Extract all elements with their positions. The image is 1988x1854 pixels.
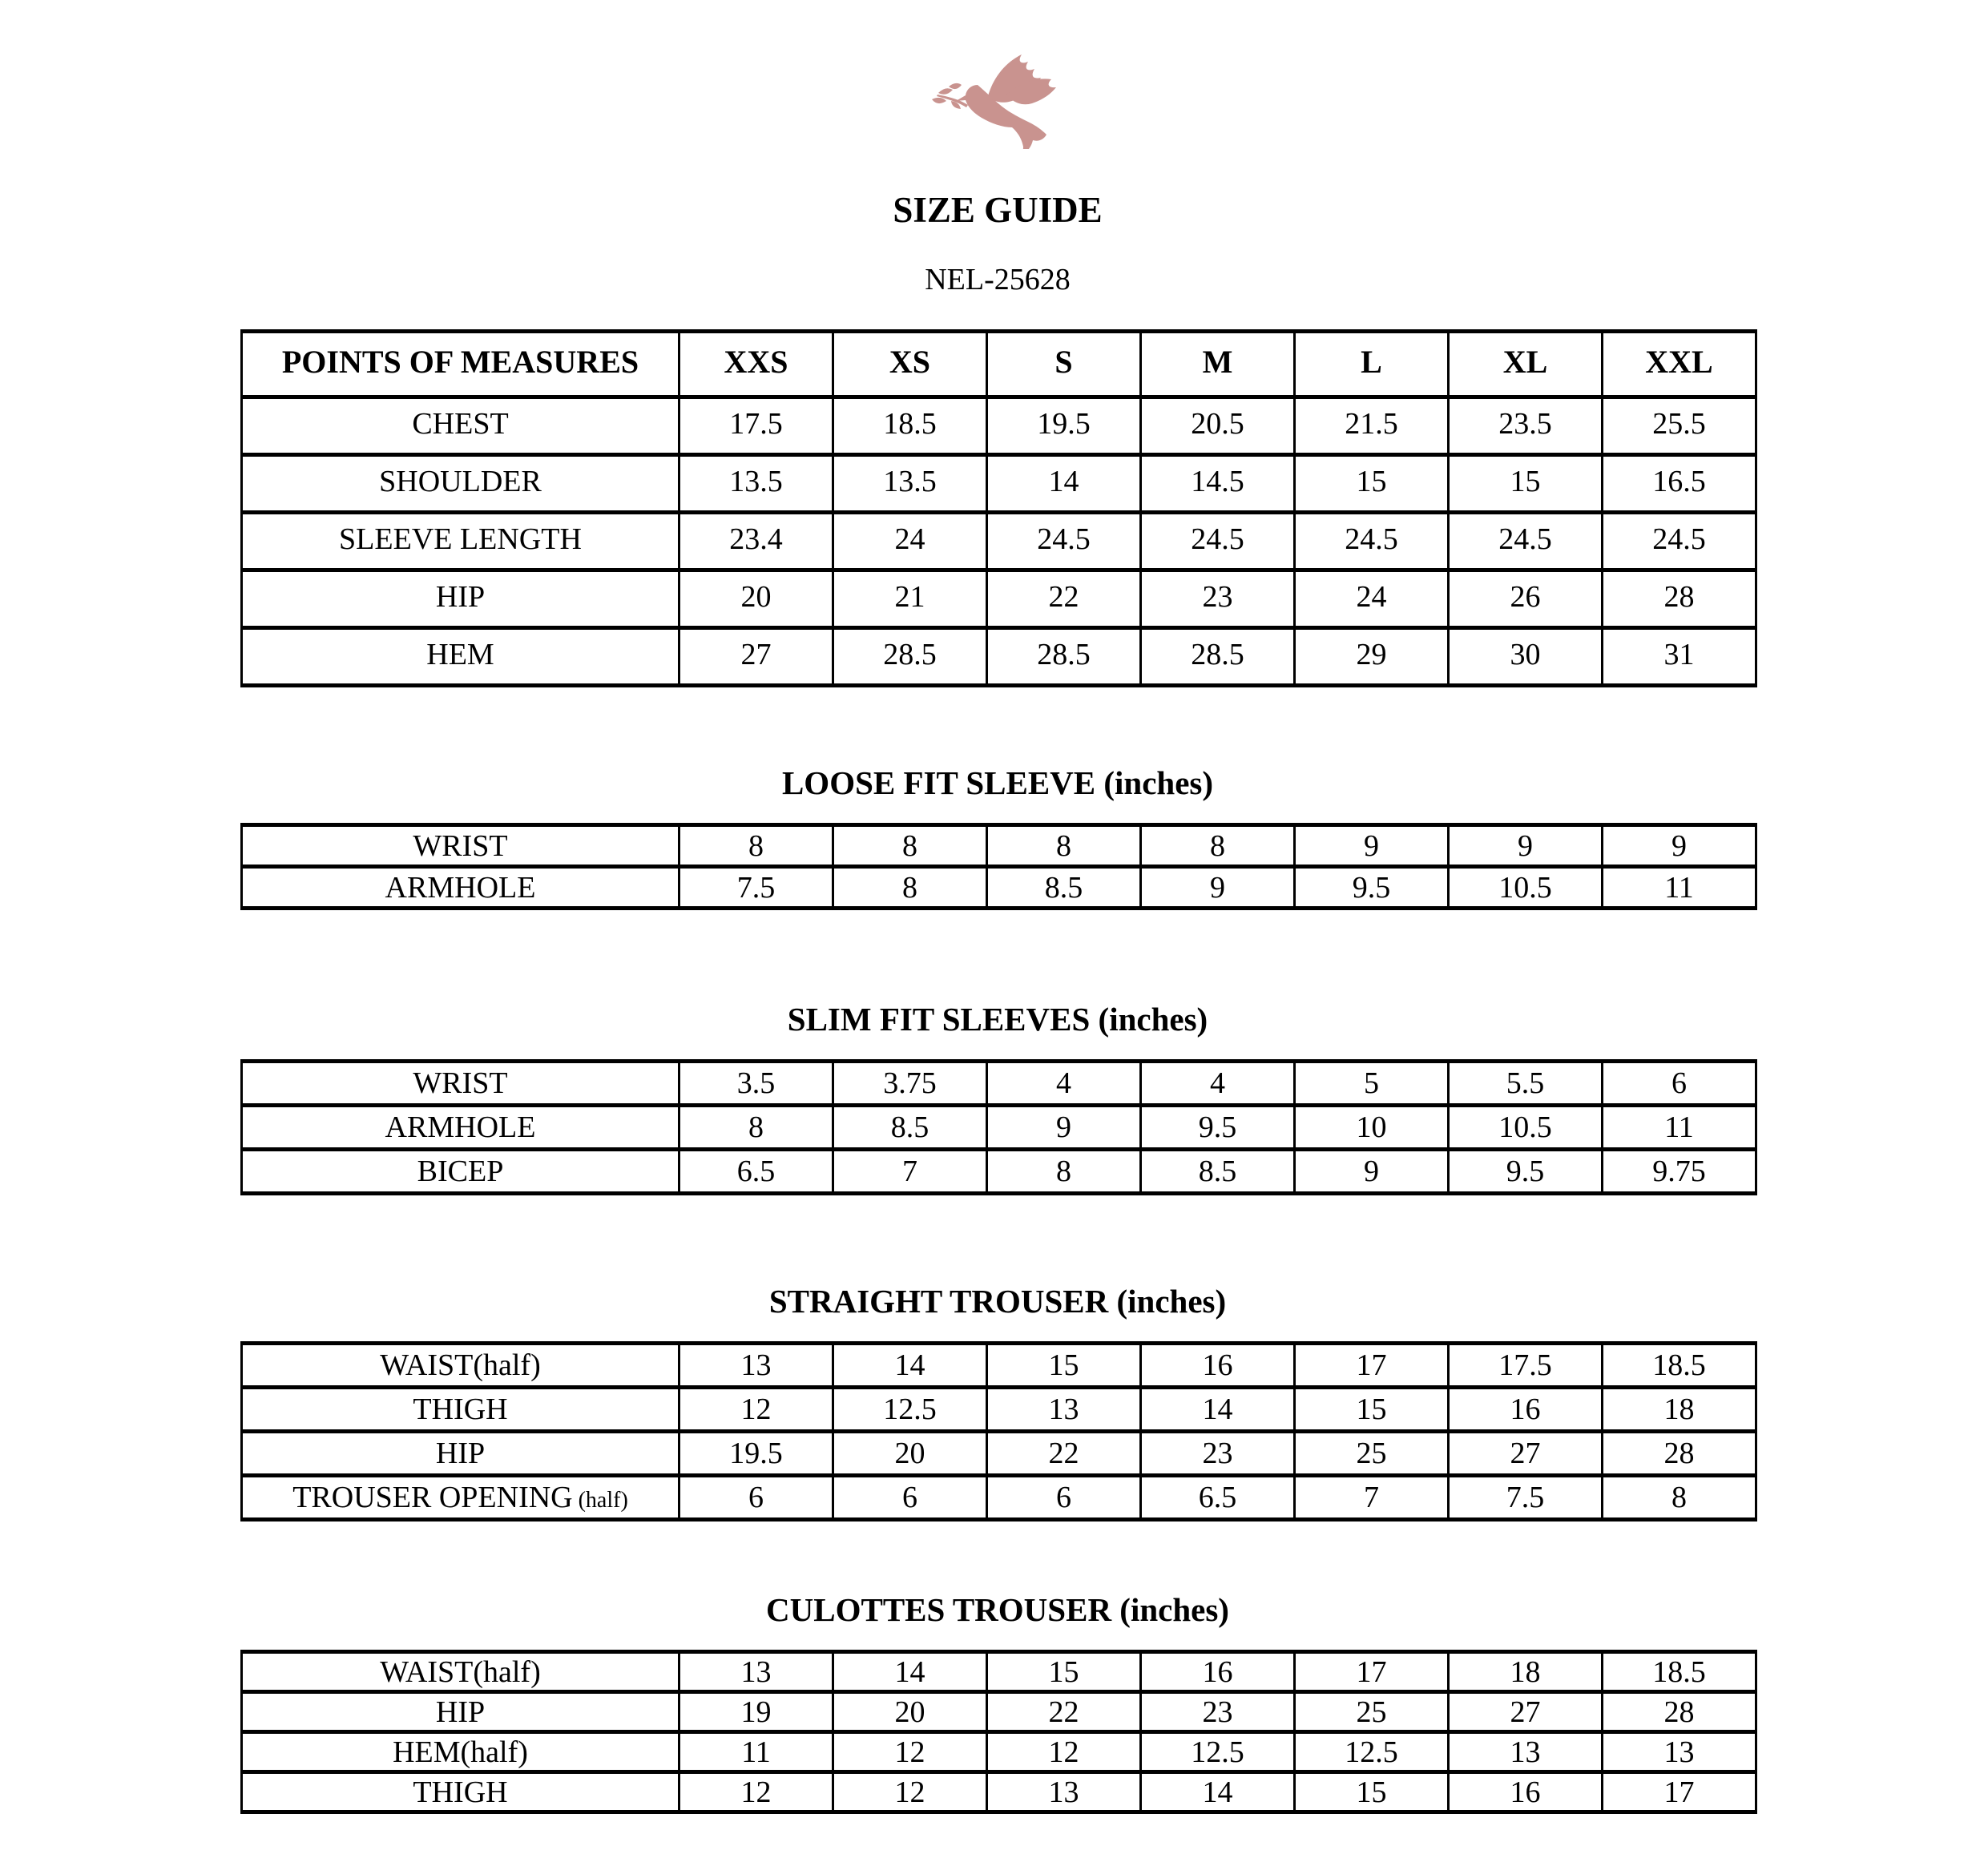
value-cell: 10.5	[1449, 1106, 1603, 1150]
table-row	[242, 628, 1756, 686]
row-label: HEM(half)	[242, 1732, 679, 1772]
value-cell: 12.5	[1295, 1732, 1449, 1772]
value-cell: 24.5	[1141, 513, 1295, 570]
value-cell: 11	[1603, 867, 1756, 909]
value-cell: 21.5	[1295, 397, 1449, 455]
value-cell: 9	[1603, 825, 1756, 867]
value-cell: 18	[1603, 1388, 1756, 1432]
value-cell: 14	[1141, 1772, 1295, 1812]
row-label: HIP	[242, 1432, 679, 1476]
value-cell: 9.5	[1449, 1150, 1603, 1194]
value-cell: 28	[1603, 570, 1756, 628]
value-cell: 8.5	[833, 1106, 987, 1150]
value-cell: 8	[1603, 1476, 1756, 1520]
table-row	[242, 397, 1756, 455]
table-row	[242, 825, 1756, 867]
value-cell: 27	[1449, 1692, 1603, 1732]
size-column-header: XS	[833, 332, 987, 397]
value-cell: 28	[1603, 1692, 1756, 1732]
value-cell: 30	[1449, 628, 1603, 686]
table-row	[242, 1106, 1756, 1150]
table-row	[242, 1388, 1756, 1432]
value-cell: 13	[679, 1652, 833, 1692]
value-cell: 23	[1141, 1692, 1295, 1732]
value-cell: 28	[1603, 1432, 1756, 1476]
table-row	[242, 513, 1756, 570]
value-cell: 24.5	[1449, 513, 1603, 570]
table-row	[242, 455, 1756, 513]
value-cell: 9.5	[1141, 1106, 1295, 1150]
value-cell: 12	[833, 1732, 987, 1772]
value-cell: 17	[1295, 1652, 1449, 1692]
value-cell: 6	[833, 1476, 987, 1520]
value-cell: 9	[1295, 1150, 1449, 1194]
value-cell: 13.5	[679, 455, 833, 513]
value-cell: 16	[1141, 1344, 1295, 1388]
value-cell: 20	[833, 1692, 987, 1732]
value-cell: 14.5	[1141, 455, 1295, 513]
value-cell: 8	[833, 867, 987, 909]
value-cell: 8.5	[1141, 1150, 1295, 1194]
row-label: TROUSER OPENING (half)	[242, 1476, 679, 1520]
value-cell: 28.5	[987, 628, 1141, 686]
value-cell: 16	[1449, 1772, 1603, 1812]
value-cell: 22	[987, 570, 1141, 628]
section-title-culottes-trouser: CULOTTES TROUSER (inches)	[766, 1591, 1229, 1628]
table-row	[242, 570, 1756, 628]
value-cell: 23.5	[1449, 397, 1603, 455]
row-label: BICEP	[242, 1150, 679, 1194]
value-cell: 4	[1141, 1062, 1295, 1106]
row-label: HIP	[242, 1692, 679, 1732]
row-label: HEM	[242, 628, 679, 686]
value-cell: 7.5	[679, 867, 833, 909]
value-cell: 11	[679, 1732, 833, 1772]
value-cell: 19.5	[679, 1432, 833, 1476]
value-cell: 21	[833, 570, 987, 628]
row-label: HIP	[242, 570, 679, 628]
value-cell: 25.5	[1603, 397, 1756, 455]
value-cell: 20	[833, 1432, 987, 1476]
size-column-header: XXL	[1603, 332, 1756, 397]
value-cell: 12	[679, 1772, 833, 1812]
value-cell: 3.5	[679, 1062, 833, 1106]
value-cell: 13	[987, 1772, 1141, 1812]
table-row	[242, 1692, 1756, 1732]
value-cell: 14	[833, 1652, 987, 1692]
size-column-header: XL	[1449, 332, 1603, 397]
table-row	[242, 1344, 1756, 1388]
value-cell: 15	[1449, 455, 1603, 513]
size-column-header: L	[1295, 332, 1449, 397]
value-cell: 6	[987, 1476, 1141, 1520]
value-cell: 14	[987, 455, 1141, 513]
value-cell: 22	[987, 1692, 1141, 1732]
value-cell: 17	[1603, 1772, 1756, 1812]
size-column-header: S	[987, 332, 1141, 397]
table-row	[242, 1772, 1756, 1812]
value-cell: 7.5	[1449, 1476, 1603, 1520]
value-cell: 7	[1295, 1476, 1449, 1520]
value-cell: 24	[833, 513, 987, 570]
value-cell: 17.5	[679, 397, 833, 455]
value-cell: 13	[987, 1388, 1141, 1432]
value-cell: 16	[1449, 1388, 1603, 1432]
value-cell: 29	[1295, 628, 1449, 686]
value-cell: 15	[987, 1344, 1141, 1388]
value-cell: 26	[1449, 570, 1603, 628]
value-cell: 24.5	[1295, 513, 1449, 570]
value-cell: 12	[833, 1772, 987, 1812]
value-cell: 13	[1603, 1732, 1756, 1772]
value-cell: 12.5	[1141, 1732, 1295, 1772]
value-cell: 14	[1141, 1388, 1295, 1432]
value-cell: 14	[833, 1344, 987, 1388]
straight-trouser-table	[240, 1341, 1757, 1521]
section-title-straight-trouser: STRAIGHT TROUSER (inches)	[768, 1283, 1227, 1320]
value-cell: 19	[679, 1692, 833, 1732]
row-label: CHEST	[242, 397, 679, 455]
value-cell: 13	[679, 1344, 833, 1388]
value-cell: 11	[1603, 1106, 1756, 1150]
value-cell: 22	[987, 1432, 1141, 1476]
value-cell: 8	[833, 825, 987, 867]
section-title-loose-fit-sleeve: LOOSE FIT SLEEVE (inches)	[781, 764, 1214, 801]
value-cell: 3.75	[833, 1062, 987, 1106]
value-cell: 23	[1141, 1432, 1295, 1476]
value-cell: 17	[1295, 1344, 1449, 1388]
value-cell: 25	[1295, 1432, 1449, 1476]
table-row	[242, 1150, 1756, 1194]
size-column-header: XXS	[679, 332, 833, 397]
value-cell: 20.5	[1141, 397, 1295, 455]
table-row	[242, 1652, 1756, 1692]
loose-fit-sleeve-table	[240, 823, 1757, 910]
value-cell: 6	[1603, 1062, 1756, 1106]
value-cell: 5	[1295, 1062, 1449, 1106]
value-cell: 20	[679, 570, 833, 628]
table-row	[242, 1476, 1756, 1520]
value-cell: 27	[679, 628, 833, 686]
page-title: SIZE GUIDE	[893, 190, 1103, 230]
value-cell: 8	[679, 1106, 833, 1150]
value-cell: 25	[1295, 1692, 1449, 1732]
value-cell: 15	[1295, 1772, 1449, 1812]
culottes-trouser-table	[240, 1650, 1757, 1814]
value-cell: 28.5	[833, 628, 987, 686]
value-cell: 13	[1449, 1732, 1603, 1772]
value-cell: 9.5	[1295, 867, 1449, 909]
row-label: ARMHOLE	[242, 1106, 679, 1150]
section-title-slim-fit-sleeves: SLIM FIT SLEEVES (inches)	[787, 1001, 1208, 1038]
value-cell: 9	[1141, 867, 1295, 909]
value-cell: 6	[679, 1476, 833, 1520]
brand-logo	[240, 0, 1755, 153]
value-cell: 27	[1449, 1432, 1603, 1476]
value-cell: 9	[1295, 825, 1449, 867]
document-content	[240, 0, 1755, 1814]
value-cell: 23.4	[679, 513, 833, 570]
value-cell: 8	[1141, 825, 1295, 867]
slim-fit-sleeves-table	[240, 1059, 1757, 1195]
size-column-header: M	[1141, 332, 1295, 397]
row-label: WAIST(half)	[242, 1652, 679, 1692]
header-points-of-measures: POINTS OF MEASURES	[242, 332, 679, 397]
value-cell: 10.5	[1449, 867, 1603, 909]
header-row	[242, 332, 1756, 397]
value-cell: 12.5	[833, 1388, 987, 1432]
row-label: WRIST	[242, 825, 679, 867]
value-cell: 12	[679, 1388, 833, 1432]
row-label-suffix: (half)	[572, 1488, 628, 1513]
row-label: SLEEVE LENGTH	[242, 513, 679, 570]
row-label: THIGH	[242, 1772, 679, 1812]
value-cell: 18.5	[833, 397, 987, 455]
table-row	[242, 1732, 1756, 1772]
value-cell: 31	[1603, 628, 1756, 686]
value-cell: 24.5	[987, 513, 1141, 570]
value-cell: 8.5	[987, 867, 1141, 909]
value-cell: 8	[679, 825, 833, 867]
value-cell: 12	[987, 1732, 1141, 1772]
value-cell: 24	[1295, 570, 1449, 628]
value-cell: 10	[1295, 1106, 1449, 1150]
value-cell: 15	[987, 1652, 1141, 1692]
row-label: THIGH	[242, 1388, 679, 1432]
value-cell: 9	[1449, 825, 1603, 867]
value-cell: 8	[987, 825, 1141, 867]
table-row	[242, 1062, 1756, 1106]
points-of-measures-table	[240, 329, 1757, 687]
value-cell: 18	[1449, 1652, 1603, 1692]
value-cell: 17.5	[1449, 1344, 1603, 1388]
value-cell: 23	[1141, 570, 1295, 628]
row-label: SHOULDER	[242, 455, 679, 513]
value-cell: 5.5	[1449, 1062, 1603, 1106]
value-cell: 15	[1295, 455, 1449, 513]
value-cell: 4	[987, 1062, 1141, 1106]
value-cell: 24.5	[1603, 513, 1756, 570]
table-row	[242, 1432, 1756, 1476]
value-cell: 16.5	[1603, 455, 1756, 513]
value-cell: 13.5	[833, 455, 987, 513]
value-cell: 19.5	[987, 397, 1141, 455]
value-cell: 16	[1141, 1652, 1295, 1692]
row-label: WRIST	[242, 1062, 679, 1106]
value-cell: 6.5	[1141, 1476, 1295, 1520]
row-label: ARMHOLE	[242, 867, 679, 909]
table-row	[242, 867, 1756, 909]
value-cell: 9.75	[1603, 1150, 1756, 1194]
row-label: WAIST(half)	[242, 1344, 679, 1388]
value-cell: 18.5	[1603, 1652, 1756, 1692]
value-cell: 28.5	[1141, 628, 1295, 686]
value-cell: 6.5	[679, 1150, 833, 1194]
value-cell: 7	[833, 1150, 987, 1194]
value-cell: 8	[987, 1150, 1141, 1194]
value-cell: 18.5	[1603, 1344, 1756, 1388]
dove-with-olive-branch-icon	[927, 51, 1068, 149]
value-cell: 15	[1295, 1388, 1449, 1432]
value-cell: 9	[987, 1106, 1141, 1150]
product-code: NEL-25628	[925, 263, 1071, 296]
